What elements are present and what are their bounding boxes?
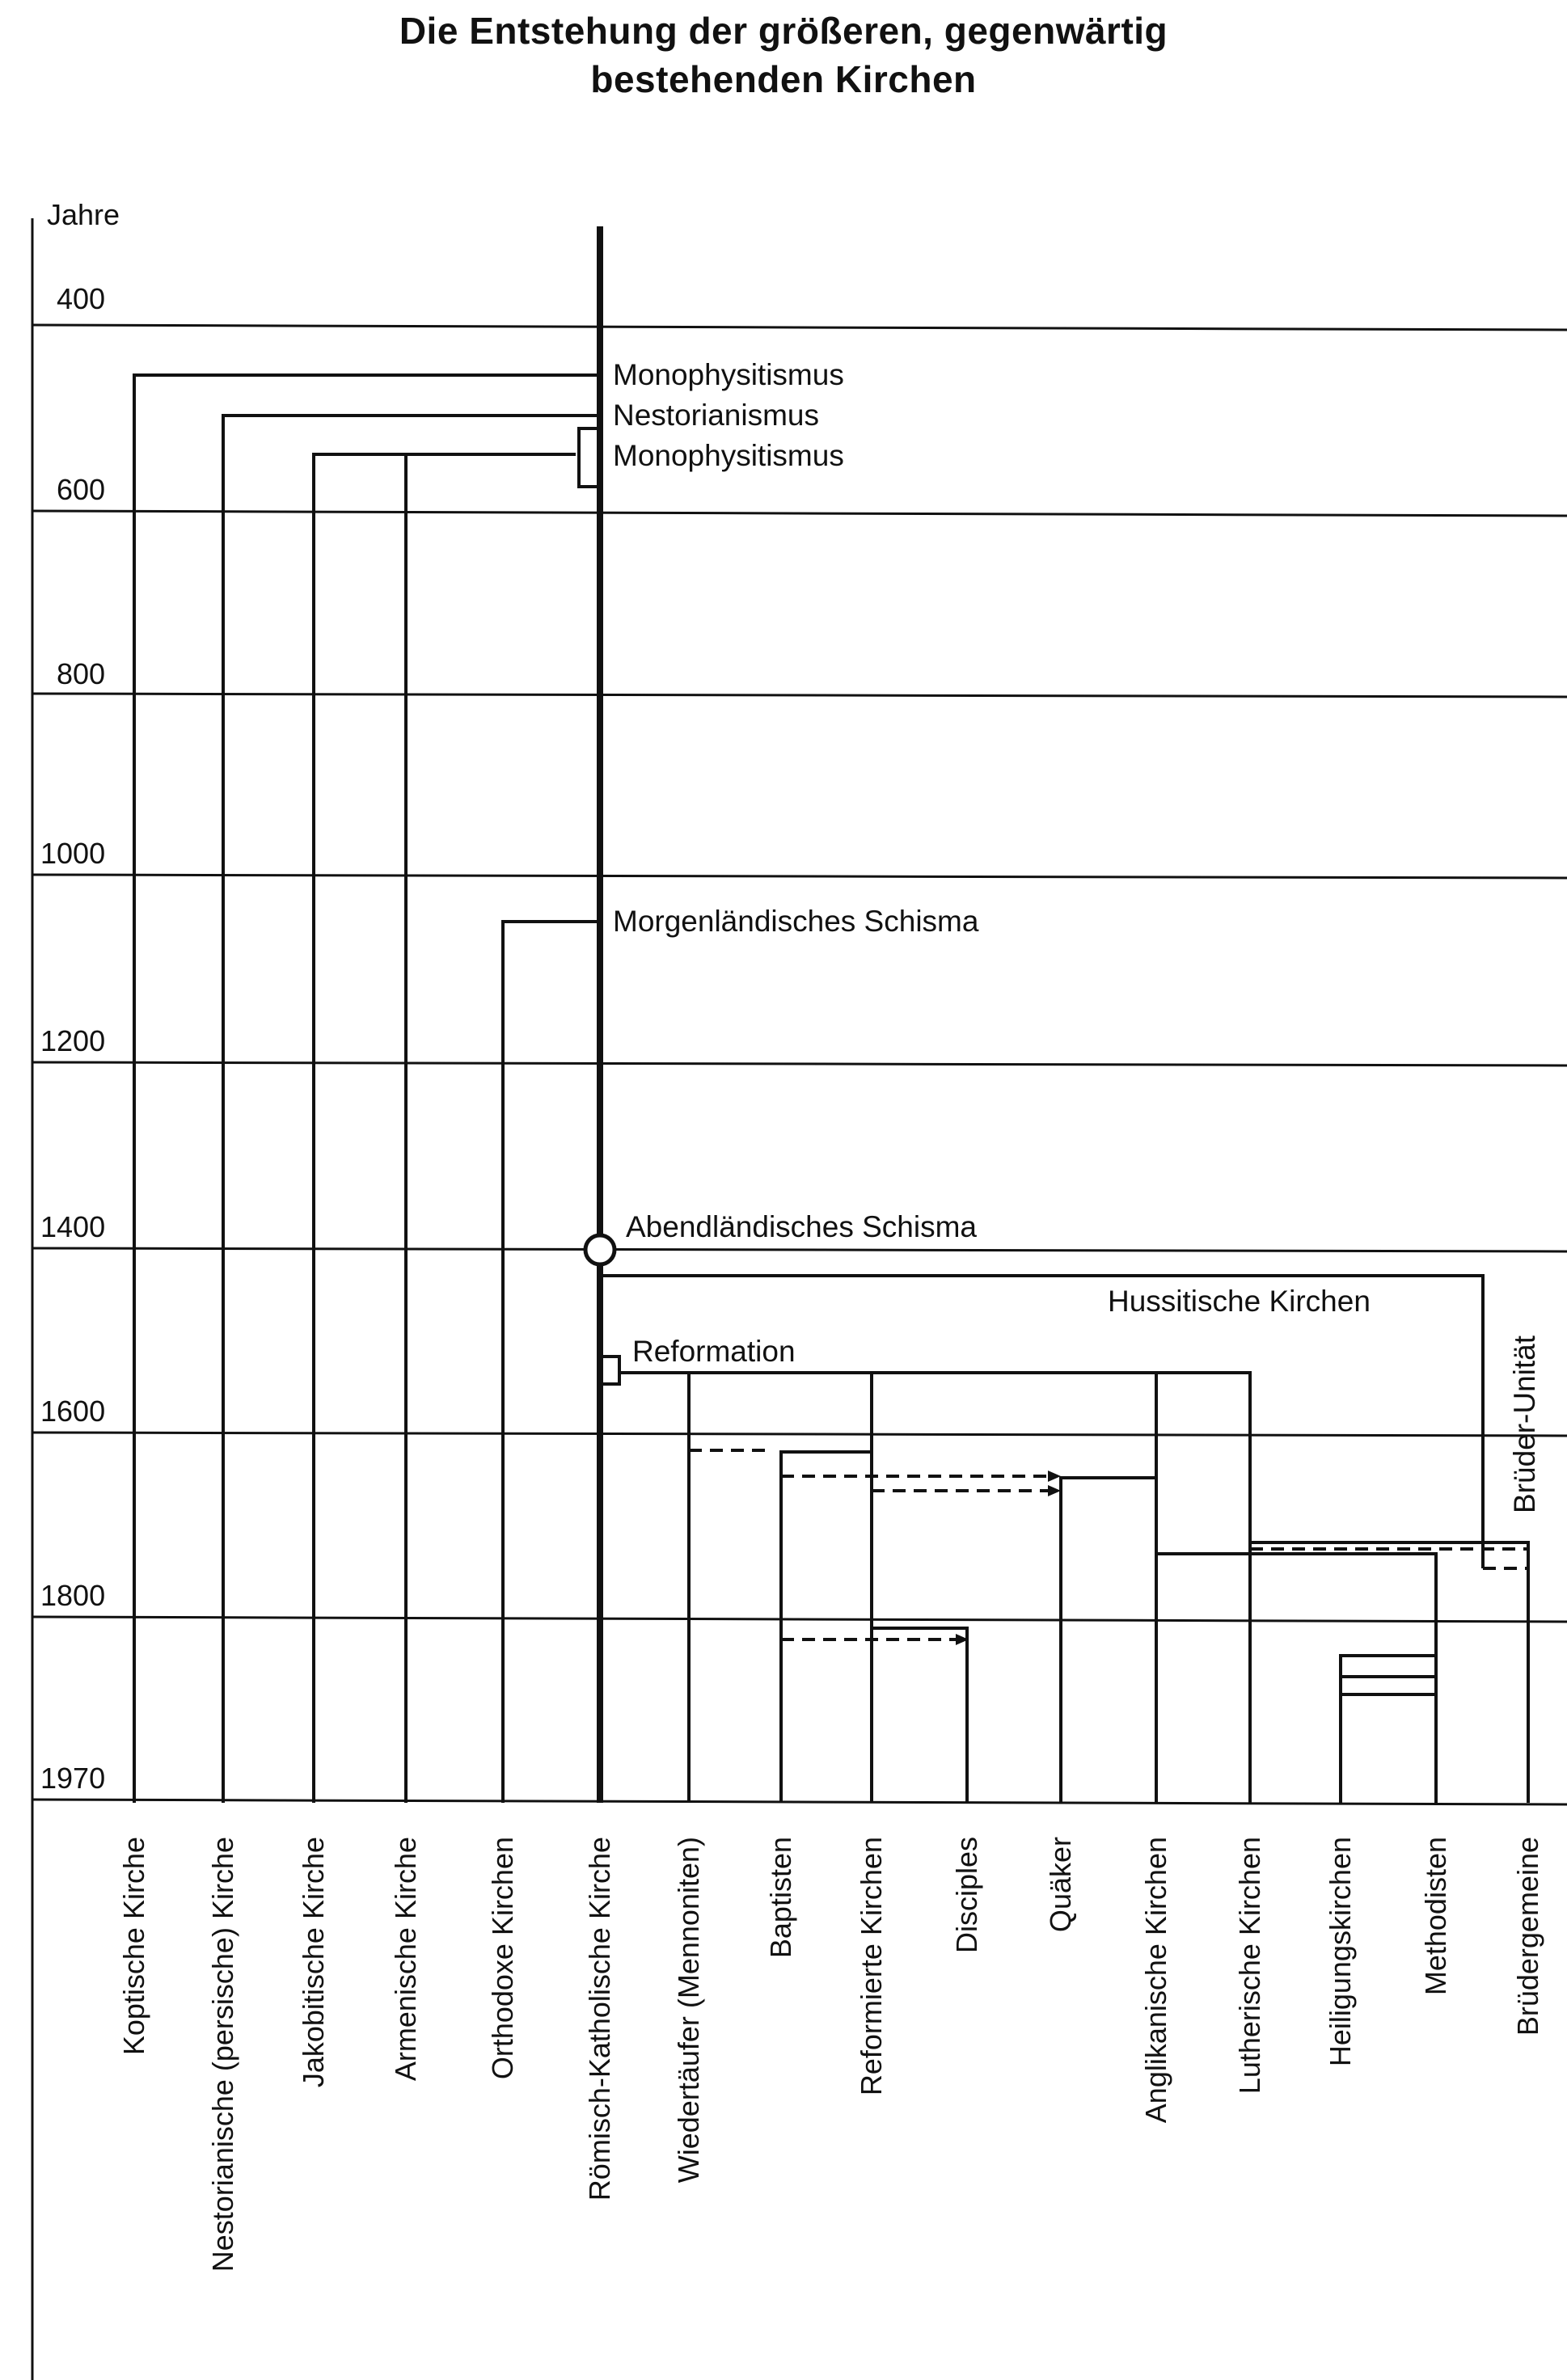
- year-label-600: 600: [57, 473, 106, 506]
- label-reformation: Reformation: [632, 1335, 796, 1368]
- church-label-orthodox: Orthodoxe Kirchen: [486, 1837, 519, 2080]
- gridline-1400: [32, 1248, 1567, 1251]
- church-label-koptic: Koptische Kirche: [117, 1837, 150, 2056]
- label-nestorianism: Nestorianismus: [613, 399, 819, 432]
- gridline-1600: [32, 1433, 1567, 1436]
- gridline-1800: [32, 1617, 1567, 1622]
- western-schism-circle: [585, 1235, 615, 1264]
- year-label-1600: 1600: [40, 1395, 106, 1428]
- gridline-1200: [32, 1062, 1567, 1066]
- hussite-branch-line: [600, 1276, 1483, 1568]
- label-monophysitism-1: Monophysitismus: [613, 358, 844, 391]
- gridline-1000: [32, 875, 1567, 878]
- church-label-roman-catholic: Römisch-Katholische Kirche: [583, 1837, 616, 2201]
- church-label-reformed: Reformierte Kirchen: [855, 1837, 888, 2096]
- church-label-jacobite: Jakobitische Kirche: [297, 1837, 330, 2088]
- year-label-1200: 1200: [40, 1024, 106, 1057]
- church-label-nestorian: Nestorianische (persische) Kirche: [206, 1837, 239, 2272]
- disciples-branch-line: [872, 1628, 967, 1803]
- gridline-400: [32, 325, 1567, 330]
- koptic-branch-line: [134, 375, 600, 1803]
- label-hussite-churches: Hussitische Kirchen: [1108, 1285, 1371, 1318]
- jacobite-branch-line: [314, 454, 576, 1803]
- orthodox-branch-line: [503, 922, 600, 1803]
- label-monophysitism-2: Monophysitismus: [613, 439, 844, 472]
- church-label-anglican: Anglikanische Kirchen: [1139, 1837, 1172, 2124]
- quaker-arrowhead-2: [1048, 1485, 1061, 1496]
- gridline-800: [32, 694, 1567, 697]
- church-label-baptist: Baptisten: [764, 1837, 797, 1959]
- lutheran-bruedergemeine-line: [1250, 1542, 1528, 1803]
- church-label-bruedergemeine: Brüdergemeine: [1511, 1837, 1544, 2036]
- year-label-1000: 1000: [40, 837, 106, 870]
- church-label-anabaptist: Wiedertäufer (Mennoniten): [672, 1837, 705, 2184]
- label-eastern-schism: Morgenländisches Schisma: [613, 905, 979, 938]
- church-label-lutheran: Lutherische Kirchen: [1233, 1837, 1266, 2095]
- church-label-armenian: Armenische Kirche: [389, 1837, 422, 2082]
- gridline-600: [32, 511, 1567, 516]
- year-label-1800: 1800: [40, 1579, 106, 1612]
- baptist-branch-line: [781, 1452, 872, 1803]
- church-label-quaker: Quäker: [1044, 1837, 1077, 1933]
- gridline-1970: [32, 1800, 1567, 1804]
- year-label-1400: 1400: [40, 1210, 106, 1243]
- title-line-2: bestehenden Kirchen: [590, 58, 977, 100]
- quaker-branch-line: [1061, 1478, 1156, 1803]
- church-label-disciples: Disciples: [950, 1837, 983, 1954]
- axis-unit-label: Jahre: [47, 198, 120, 231]
- year-label-400: 400: [57, 282, 106, 315]
- church-label-methodist: Methodisten: [1419, 1837, 1452, 1996]
- title-line-1: Die Entstehung der größeren, gegenwärtig: [399, 10, 1168, 52]
- nestorian-branch-line: [223, 416, 600, 1803]
- label-unitas-fratrum: Brüder-Unität: [1508, 1335, 1541, 1513]
- label-western-schism: Abendländisches Schisma: [626, 1210, 977, 1243]
- quaker-arrowhead-1: [1048, 1471, 1061, 1482]
- year-label-1970: 1970: [40, 1762, 106, 1795]
- year-label-800: 800: [57, 657, 106, 690]
- church-label-holiness: Heiligungskirchen: [1324, 1837, 1357, 2067]
